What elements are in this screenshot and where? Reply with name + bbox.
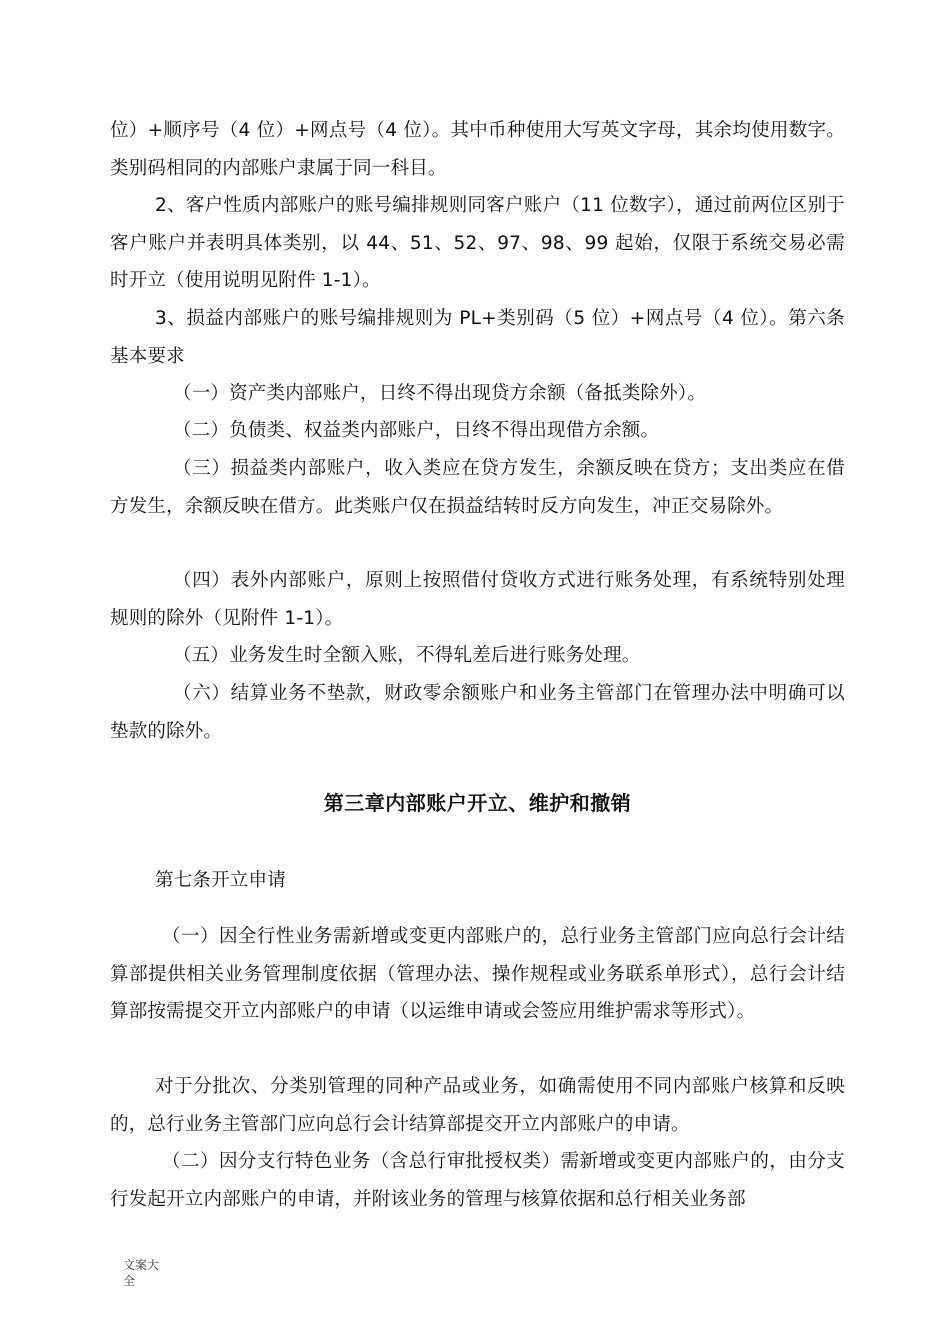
paragraph-requirement-1: （一）资产类内部账户，日终不得出现贷方余额（备抵类除外）。: [173, 383, 707, 404]
paragraph-requirement-6: （六）结算业务不垫款，财政零余额账户和业务主管部门在管理办法中明确可以垫款的除外。: [110, 683, 845, 742]
section-title: 第七条开立申请: [155, 870, 286, 891]
paragraph-requirement-3: （三）损益类内部账户，收入类应在贷方发生，余额反映在贷方；支出类应在借方发生，余额反映在借方。此类账户仅在损益结转时反方向发生，冲正交易除外。: [110, 458, 845, 517]
paragraph-requirement-4: （四）表外内部账户，原则上按照借付贷收方式进行账务处理，有系统特别处理规则的除外（见附件 1-1）。: [110, 570, 845, 629]
paragraph-requirement-5: （五）业务发生时全额入账，不得轧差后进行账务处理。: [173, 645, 641, 666]
footer-text: 文案大全: [123, 1258, 160, 1288]
paragraph-rule-3: 3、损益内部账户的账号编排规则为 PL+类别码（5 位）+网点号（4 位）。第六条基本要求: [110, 308, 845, 367]
paragraph-requirement-2: （二）负债类、权益类内部账户，日终不得出现借方余额。: [173, 420, 660, 441]
paragraph-apply-2: （二）因分支行特色业务（含总行审批授权类）需新增或变更内部账户的，由分支行发起开立内部账户的申请，并附该业务的管理与核算依据和总行相关业务部: [110, 1151, 845, 1210]
paragraph-apply-1: （一）因全行性业务需新增或变更内部账户的，总行业务主管部门应向总行会计结算部提供相关业务管理制度依据（管理办法、操作规程或业务联系单形式），总行会计结算部按需提交开立内部账户的申请（以运维申请或会签应用维护需求等形式）。: [110, 926, 845, 1022]
chapter-title: 第三章内部账户开立、维护和撤销: [323, 791, 632, 815]
paragraph-account-format: 位）+顺序号（4 位）+网点号（4 位）。其中币种使用大写英文字母，其余均使用数字。类别码相同的内部账户隶属于同一科目。: [110, 120, 845, 179]
paragraph-apply-batch: 对于分批次、分类别管理的同种产品或业务，如确需使用不同内部账户核算和反映的，总行业务主管部门应向总行会计结算部提交开立内部账户的申请。: [110, 1076, 845, 1135]
paragraph-rule-2: 2、客户性质内部账户的账号编排规则同客户账户（11 位数字），通过前两位区别于客户账户并表明具体类别，以 44、51、52、97、98、99 起始，仅限于系统交易必需时开立（使用说明见附件 1-1）。: [110, 195, 845, 291]
